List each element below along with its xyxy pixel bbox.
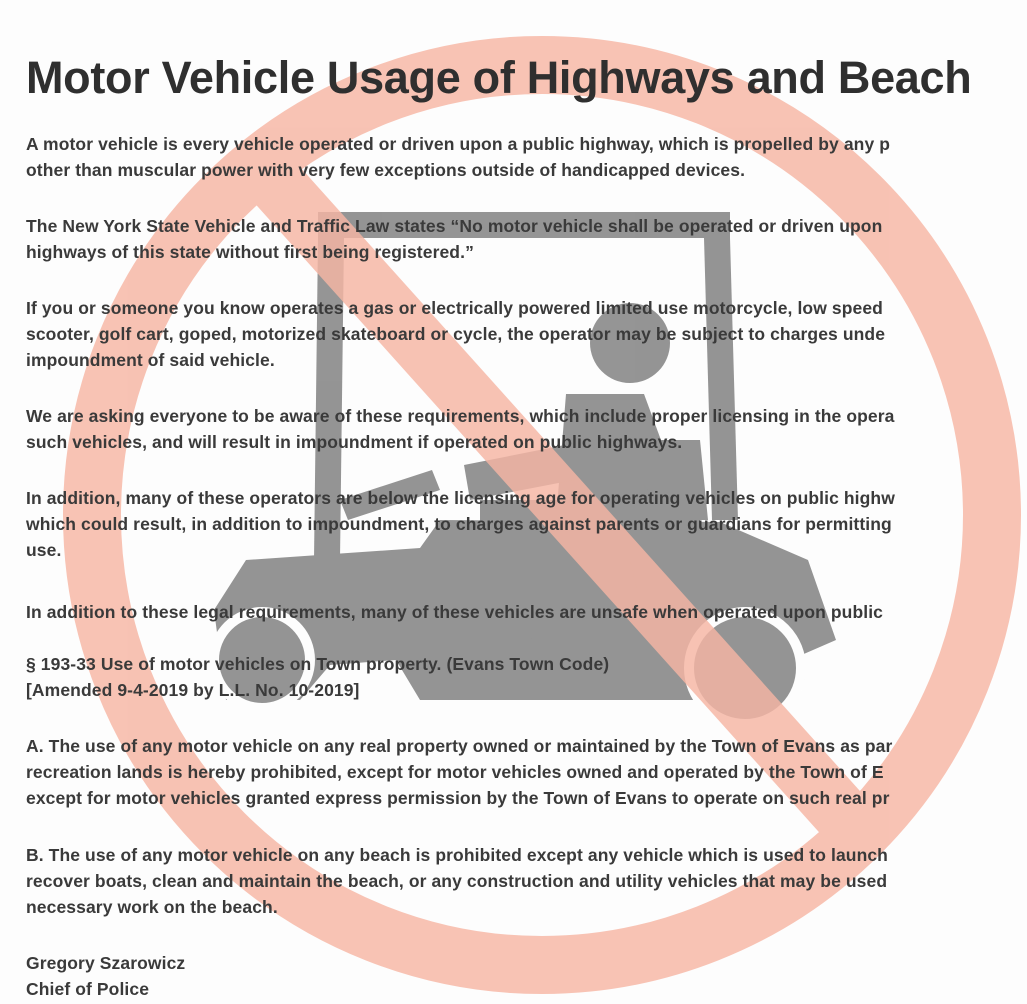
- paragraph-line: A motor vehicle is every vehicle operated or driven upon a public highway, which is propelled by any p: [26, 134, 891, 154]
- paragraph-line: In addition to these legal requirements, many of these vehicles are unsafe when operated upon public: [26, 602, 883, 622]
- paragraph-line: We are asking everyone to be aware of these requirements, which include proper licensing in the opera: [26, 406, 895, 426]
- paragraph-line: recreation lands is hereby prohibited, except for motor vehicles owned and operated by the Town of E: [26, 762, 884, 782]
- paragraph-traffic-law: [26, 213, 882, 265]
- paragraph-line: highways of this state without first being registered.”: [26, 242, 474, 262]
- paragraph-line: impoundment of said vehicle.: [26, 350, 275, 370]
- signature-role: Chief of Police: [26, 979, 150, 999]
- paragraph-section-a: [26, 733, 892, 811]
- paragraph-line: necessary work on the beach.: [26, 897, 278, 917]
- paragraph-licensing-age: [26, 485, 895, 563]
- paragraph-line: [Amended 9-4-2019 by L.L. No. 10-2019]: [26, 680, 360, 700]
- paragraph-line: In addition, many of these operators are below the licensing age for operating vehicles on public highw: [26, 488, 895, 508]
- signature-block: [26, 950, 185, 1002]
- paragraph-line: § 193-33 Use of motor vehicles on Town property. (Evans Town Code): [26, 654, 610, 674]
- paragraph-motor-vehicle-definition: [26, 131, 890, 183]
- paragraph-section-b: [26, 842, 888, 920]
- paragraph-line: such vehicles, and will result in impoundment if operated on public highways.: [26, 432, 683, 452]
- paragraph-town-code-heading: [26, 651, 609, 703]
- paragraph-awareness: [26, 403, 895, 455]
- paragraph-charges-warning: [26, 295, 885, 373]
- notice-content: [26, 50, 1027, 1004]
- signature-name: Gregory Szarowicz: [26, 953, 186, 973]
- paragraph-line: except for motor vehicles granted express permission by the Town of Evans to operate on such real pr: [26, 788, 890, 808]
- paragraph-line: other than muscular power with very few exceptions outside of handicapped devices.: [26, 160, 746, 180]
- paragraph-line: If you or someone you know operates a gas or electrically powered limited use motorcycle, low speed: [26, 298, 883, 318]
- paragraph-line: use.: [26, 540, 62, 560]
- paragraph-safety: [26, 599, 883, 625]
- paragraph-line: A. The use of any motor vehicle on any real property owned or maintained by the Town of Evans as par: [26, 736, 893, 756]
- paragraph-line: recover boats, clean and maintain the beach, or any construction and utility vehicles that may be used: [26, 871, 888, 891]
- paragraph-line: scooter, golf cart, goped, motorized skateboard or cycle, the operator may be subject to charges unde: [26, 324, 886, 344]
- paragraph-line: which could result, in addition to impoundment, to charges against parents or guardians for permitting: [26, 514, 892, 534]
- paragraph-line: B. The use of any motor vehicle on any beach is prohibited except any vehicle which is used to launch: [26, 845, 888, 865]
- page-title: Motor Vehicle Usage of Highways and Beach: [26, 52, 972, 103]
- paragraph-line: The New York State Vehicle and Traffic Law states “No motor vehicle shall be operated or driven upon: [26, 216, 883, 236]
